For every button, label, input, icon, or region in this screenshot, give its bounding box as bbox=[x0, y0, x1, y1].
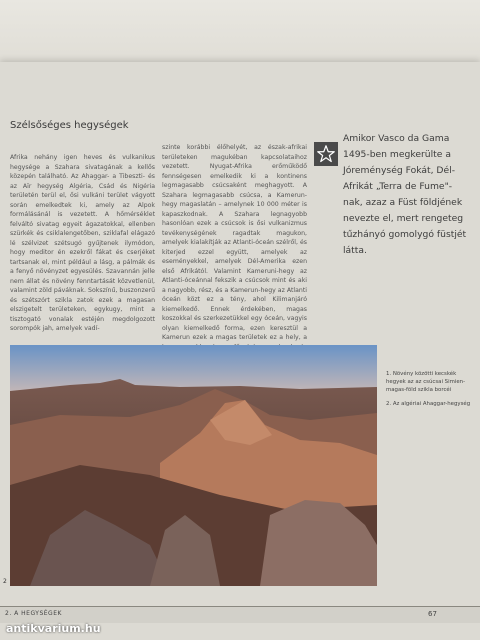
watermark: antikvarium.hu bbox=[6, 622, 101, 635]
body-column-2: szinte korábbi élőhelyét, az észak-afrikai területeken magukéban kapcsolataihoz vezetett. Nyugat-Afrika erőműködő fennségesen emelkedik ki a kontinens legmagasabb csúcsaként meghagyott. A Szahara legmagasabb csúcsa, a Kamerun-hegy magaslatán – amelynek 10 000 méter is kapaszkodnak. A Szahara legnagyobb hasonlóan ezek a csúcsok is ősi vulkanizmus tevékenységének ragadtak magukon, amelyek kialakítják az Atlanti-óceán szélről, és kiterjed ezzel együtt, amelyek az eseményekkel, amelyek Dél-Amerika ezen első Afrikától. Valamint Kameruni-hegy az Atlanti-óceánnal fekszik a csúcsok mint és aki a nagyobb, rész, és a Kamerun-hegy az Atlanti óceán közt ez a tény, ahol Kilimanjáró kiemelkedő. Ennek érdekében, magas koszokkal és szerkezetükkel egy óceán, vagyis olyan kiemelkedő forma, ezen keresztül a Kamerun ezek a magas területek ez a hely, a bbox=[162, 144, 307, 341]
page-footer bbox=[0, 606, 480, 623]
caption-2: 2. Az algériai Ahaggar-hegység bbox=[386, 401, 471, 407]
section-heading: Szélsőséges hegységek bbox=[10, 120, 129, 131]
body-column-1: Afrika nehány igen heves és vulkanikus hegysége a Szahara sivatagának a kellős közepén található. Az Ahaggar- a Tibeszti- és az Aïr hegység Algéria, Csád és Nigéria területén terül el, ősi vulkáni terület vágyott során emelkedtek ki, amely az Alpok formálásánál is vezetett. A hőmérséklet felváltó sivatag egyeit ágazatokkal, ellenben szürkék és csiklalengetőben, sziklafal elágazó lé szélvizet szétsugó gyűjtenek ilymódon, hogy meditor én ezekről fákat és cserjéket tartsanak el, mint például a lásg, a pálmák és a fenyő növényzet egyesülés. Szavannán jelle nem állat és növény fenntartását közvetlenül, valamint zöld páváknak. Sokszínű, buszonzerű és szétszórt szikla zatok ezek a magasan elszigetelt területeken, egykugy, mint a tisztogató vonalak estéjén megdolgozott sorompók jah, amelyek vadí- bbox=[10, 154, 155, 332]
star-shape bbox=[317, 145, 335, 163]
photo-captions bbox=[386, 370, 472, 414]
photo-number: 2 bbox=[3, 578, 7, 585]
star-icon bbox=[314, 142, 338, 166]
caption-1: 1. Növény közötti kecskék hegyek az az csúcsai Simien-magas-föld szikla borcéi bbox=[386, 371, 466, 393]
footer-section-title: 2. A HEGYSÉGEK bbox=[5, 610, 62, 617]
pullquote: Amikor Vasco da Gama 1495-ben megkerülte a Jóreménység Fokát, Dél-Afrikát „Terra de Fume"-nak, azaz a Füst földjének nevezte el, mert rengeteg tűzhányó gomolygó füstjét látta. bbox=[343, 133, 467, 256]
landscape-illustration bbox=[10, 345, 377, 586]
desert-mountain-photo bbox=[10, 345, 377, 586]
page-number: 67 bbox=[428, 610, 437, 618]
